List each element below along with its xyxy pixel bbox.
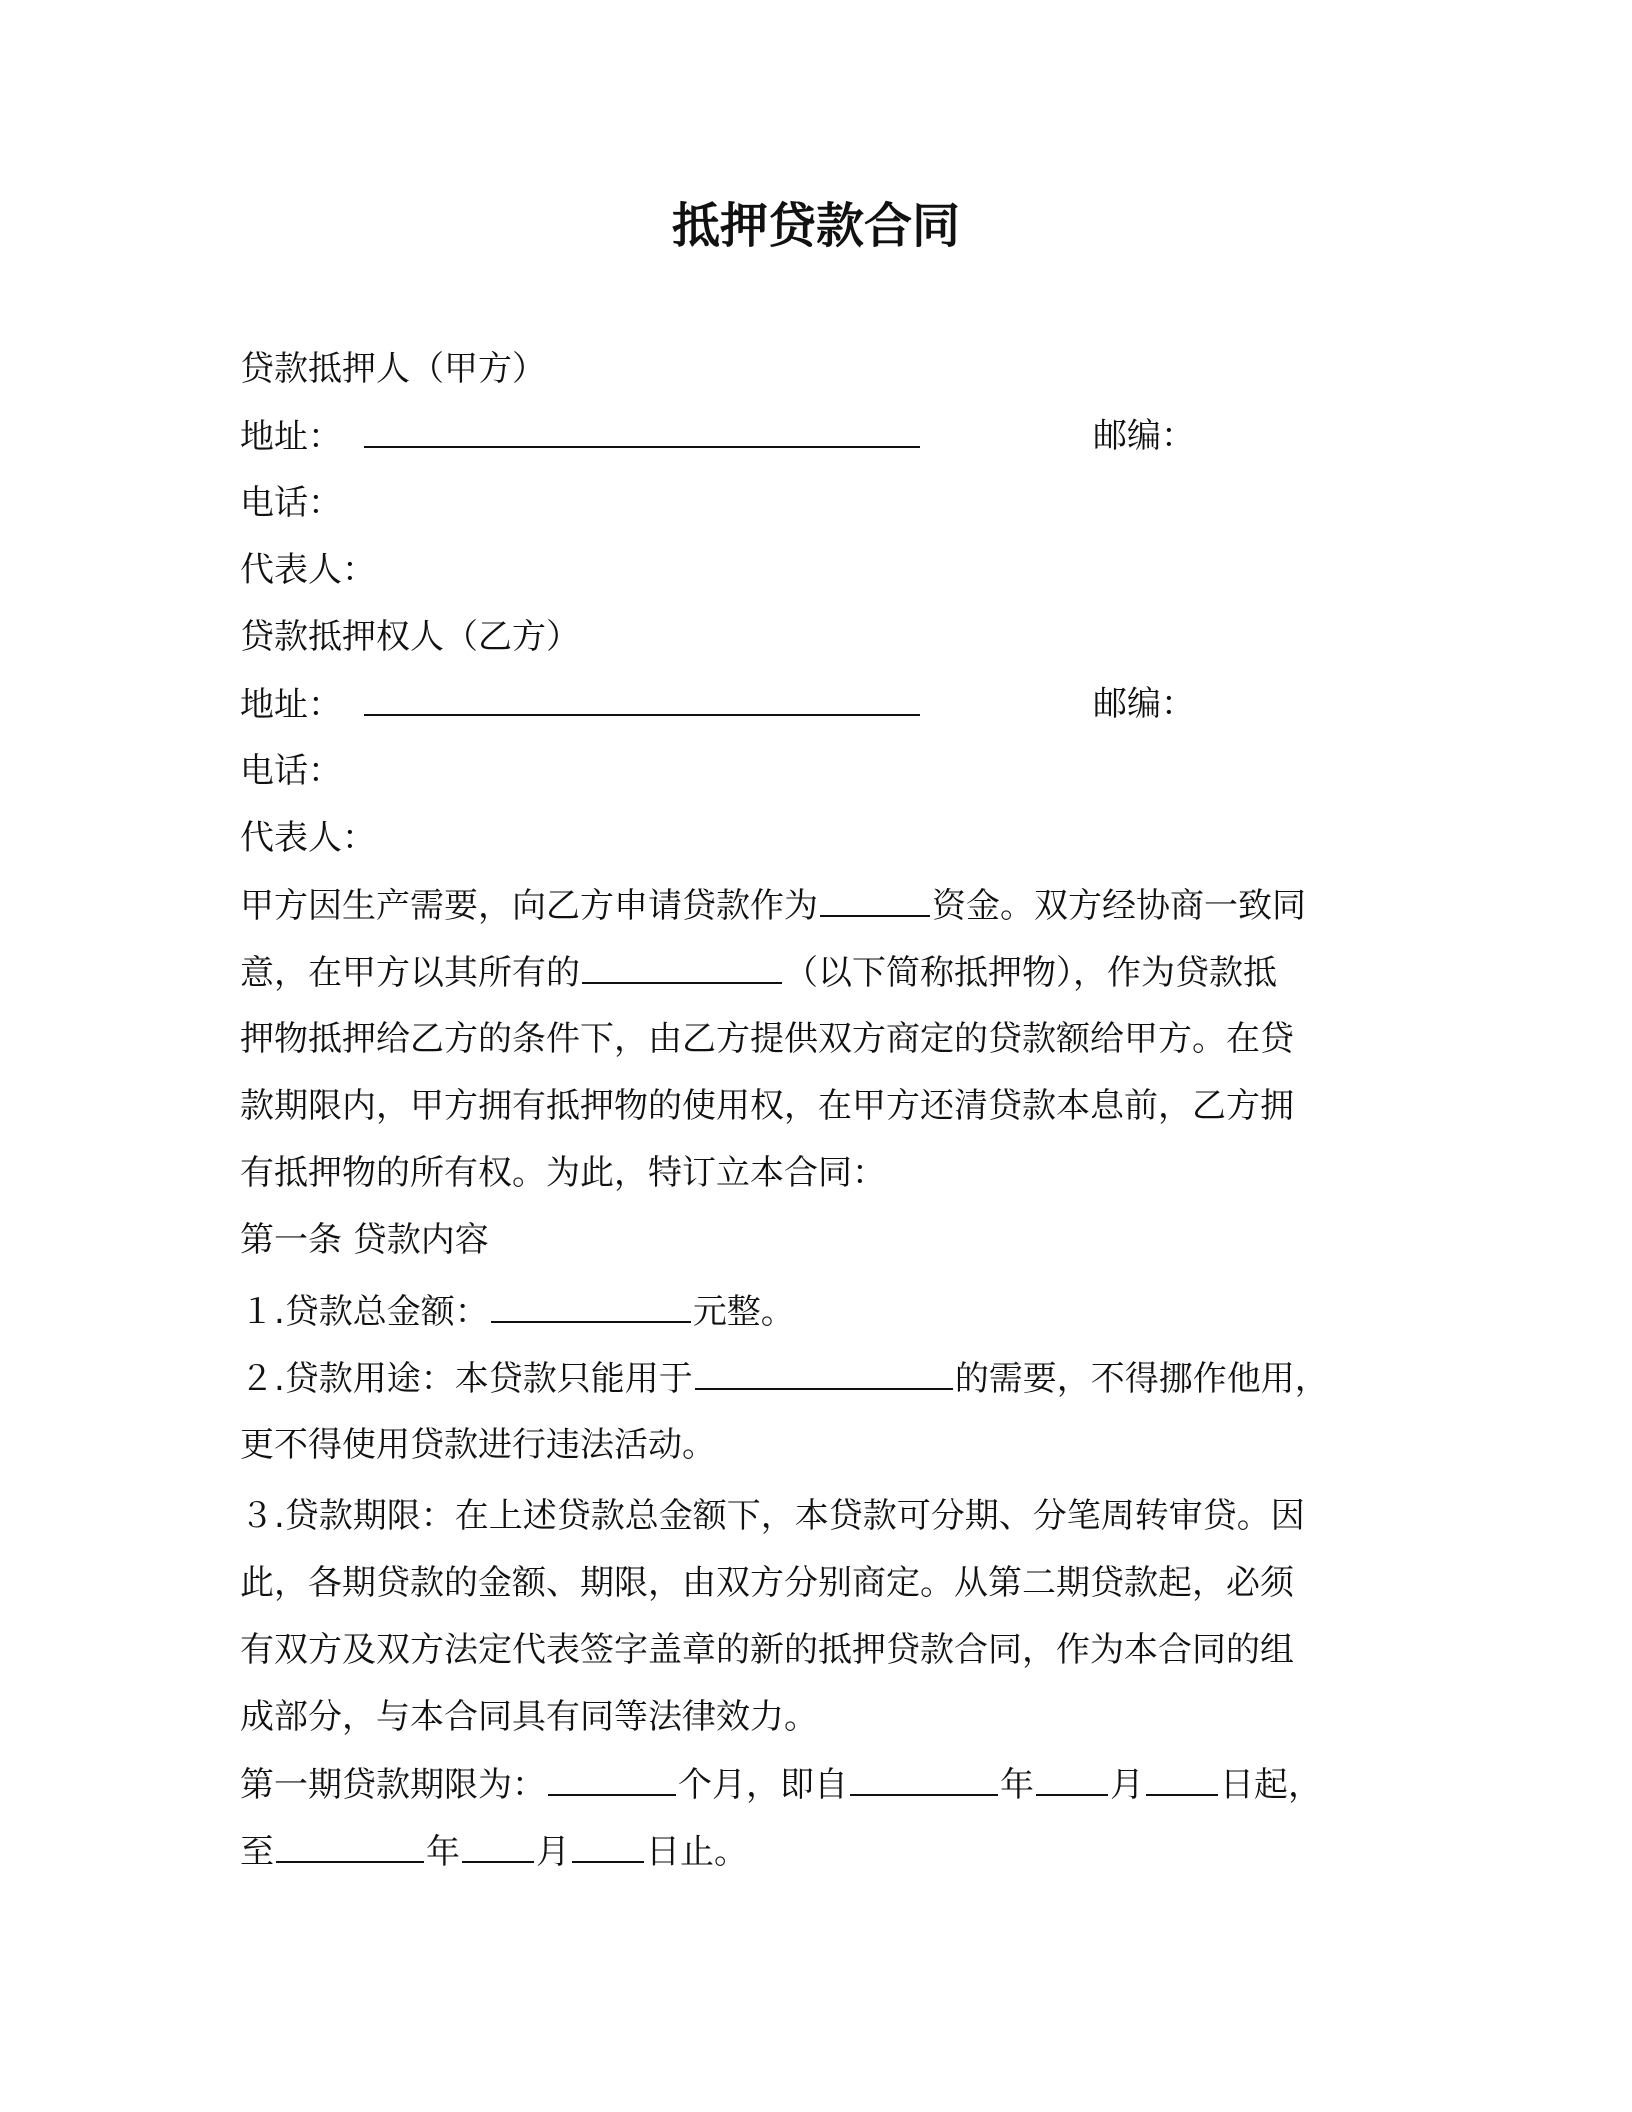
article-1-item-3-line-4: 成部分，与本合同具有同等法律效力。 bbox=[240, 1697, 818, 1737]
year-label: 年 bbox=[426, 1832, 460, 1872]
to-label: 至 bbox=[240, 1832, 274, 1872]
preamble-text: 意，在甲方以其所有的 bbox=[240, 953, 580, 993]
article-1-item-3-line-3: 有双方及双方法定代表签字盖章的新的抵押贷款合同，作为本合同的组 bbox=[240, 1630, 1294, 1670]
article-1-item-1 bbox=[240, 1287, 795, 1336]
preamble-line-4: 款期限内，甲方拥有抵押物的使用权，在甲方还清贷款本息前，乙方拥 bbox=[240, 1086, 1294, 1126]
article-1-item-2 bbox=[240, 1354, 1329, 1403]
end-year-blank bbox=[276, 1827, 424, 1863]
total-amount-blank bbox=[491, 1287, 691, 1323]
party-b-phone-label: 电话： bbox=[240, 751, 342, 791]
end-date-line bbox=[240, 1827, 748, 1876]
loan-purpose-blank bbox=[695, 1354, 953, 1390]
month-label: 月 bbox=[1110, 1765, 1144, 1805]
preamble-line-3: 押物抵押给乙方的条件下，由乙方提供双方商定的贷款额给甲方。在贷 bbox=[240, 1019, 1294, 1059]
item-text: ２.贷款用途：本贷款只能用于 bbox=[240, 1359, 693, 1399]
day-label: 日止。 bbox=[646, 1832, 748, 1872]
party-a-address-blank bbox=[364, 412, 920, 448]
item-text: １.贷款总金额： bbox=[240, 1292, 489, 1332]
end-day-blank bbox=[572, 1827, 644, 1863]
item-text: 的需要，不得挪作他用， bbox=[954, 1359, 1329, 1399]
day-label: 日起， bbox=[1220, 1765, 1322, 1805]
start-year-blank bbox=[850, 1760, 998, 1796]
party-b-address-row bbox=[240, 680, 922, 729]
end-month-blank bbox=[462, 1827, 534, 1863]
preamble-line-1 bbox=[240, 881, 1306, 930]
month-label: 月 bbox=[536, 1832, 570, 1872]
term-text: 个月，即自 bbox=[678, 1765, 848, 1805]
article-1-item-2-cont: 更不得使用贷款进行违法活动。 bbox=[240, 1425, 716, 1465]
party-b-heading: 贷款抵押权人（乙方） bbox=[240, 617, 580, 657]
article-1-heading: 第一条 贷款内容 bbox=[240, 1220, 489, 1260]
party-a-address-label: 地址： bbox=[240, 417, 342, 457]
fund-type-blank bbox=[820, 881, 930, 917]
party-b-rep-label: 代表人： bbox=[240, 818, 376, 858]
preamble-text: 甲方因生产需要，向乙方申请贷款作为 bbox=[240, 886, 818, 926]
party-a-phone-label: 电话： bbox=[240, 483, 342, 523]
term-text: 第一期贷款期限为： bbox=[240, 1765, 546, 1805]
start-month-blank bbox=[1036, 1760, 1108, 1796]
first-term-line bbox=[240, 1760, 1322, 1809]
article-1-item-3-line-1: ３.贷款期限：在上述贷款总金额下，本贷款可分期、分笔周转审贷。因 bbox=[240, 1496, 1305, 1536]
party-b-address-label: 地址： bbox=[240, 685, 342, 725]
party-a-postcode-label: 邮编： bbox=[1093, 416, 1195, 456]
preamble-line-2 bbox=[240, 948, 1277, 997]
document-title: 抵押贷款合同 bbox=[671, 198, 960, 254]
start-day-blank bbox=[1146, 1760, 1218, 1796]
preamble-text: （以下简称抵押物），作为贷款抵 bbox=[784, 953, 1277, 993]
party-a-heading: 贷款抵押人（甲方） bbox=[240, 349, 546, 389]
year-label: 年 bbox=[1000, 1765, 1034, 1805]
preamble-text: 资金。双方经协商一致同 bbox=[932, 886, 1306, 926]
party-a-address-row bbox=[240, 412, 922, 461]
party-b-address-blank bbox=[364, 680, 920, 716]
preamble-line-5: 有抵押物的所有权。为此，特订立本合同： bbox=[240, 1153, 886, 1193]
article-1-item-3-line-2: 此，各期贷款的金额、期限，由双方分别商定。从第二期贷款起，必须 bbox=[240, 1563, 1294, 1603]
collateral-blank bbox=[582, 948, 782, 984]
party-b-postcode-label: 邮编： bbox=[1093, 684, 1195, 724]
party-a-rep-label: 代表人： bbox=[240, 550, 376, 590]
term-months-blank bbox=[548, 1760, 676, 1796]
item-text: 元整。 bbox=[692, 1292, 795, 1332]
